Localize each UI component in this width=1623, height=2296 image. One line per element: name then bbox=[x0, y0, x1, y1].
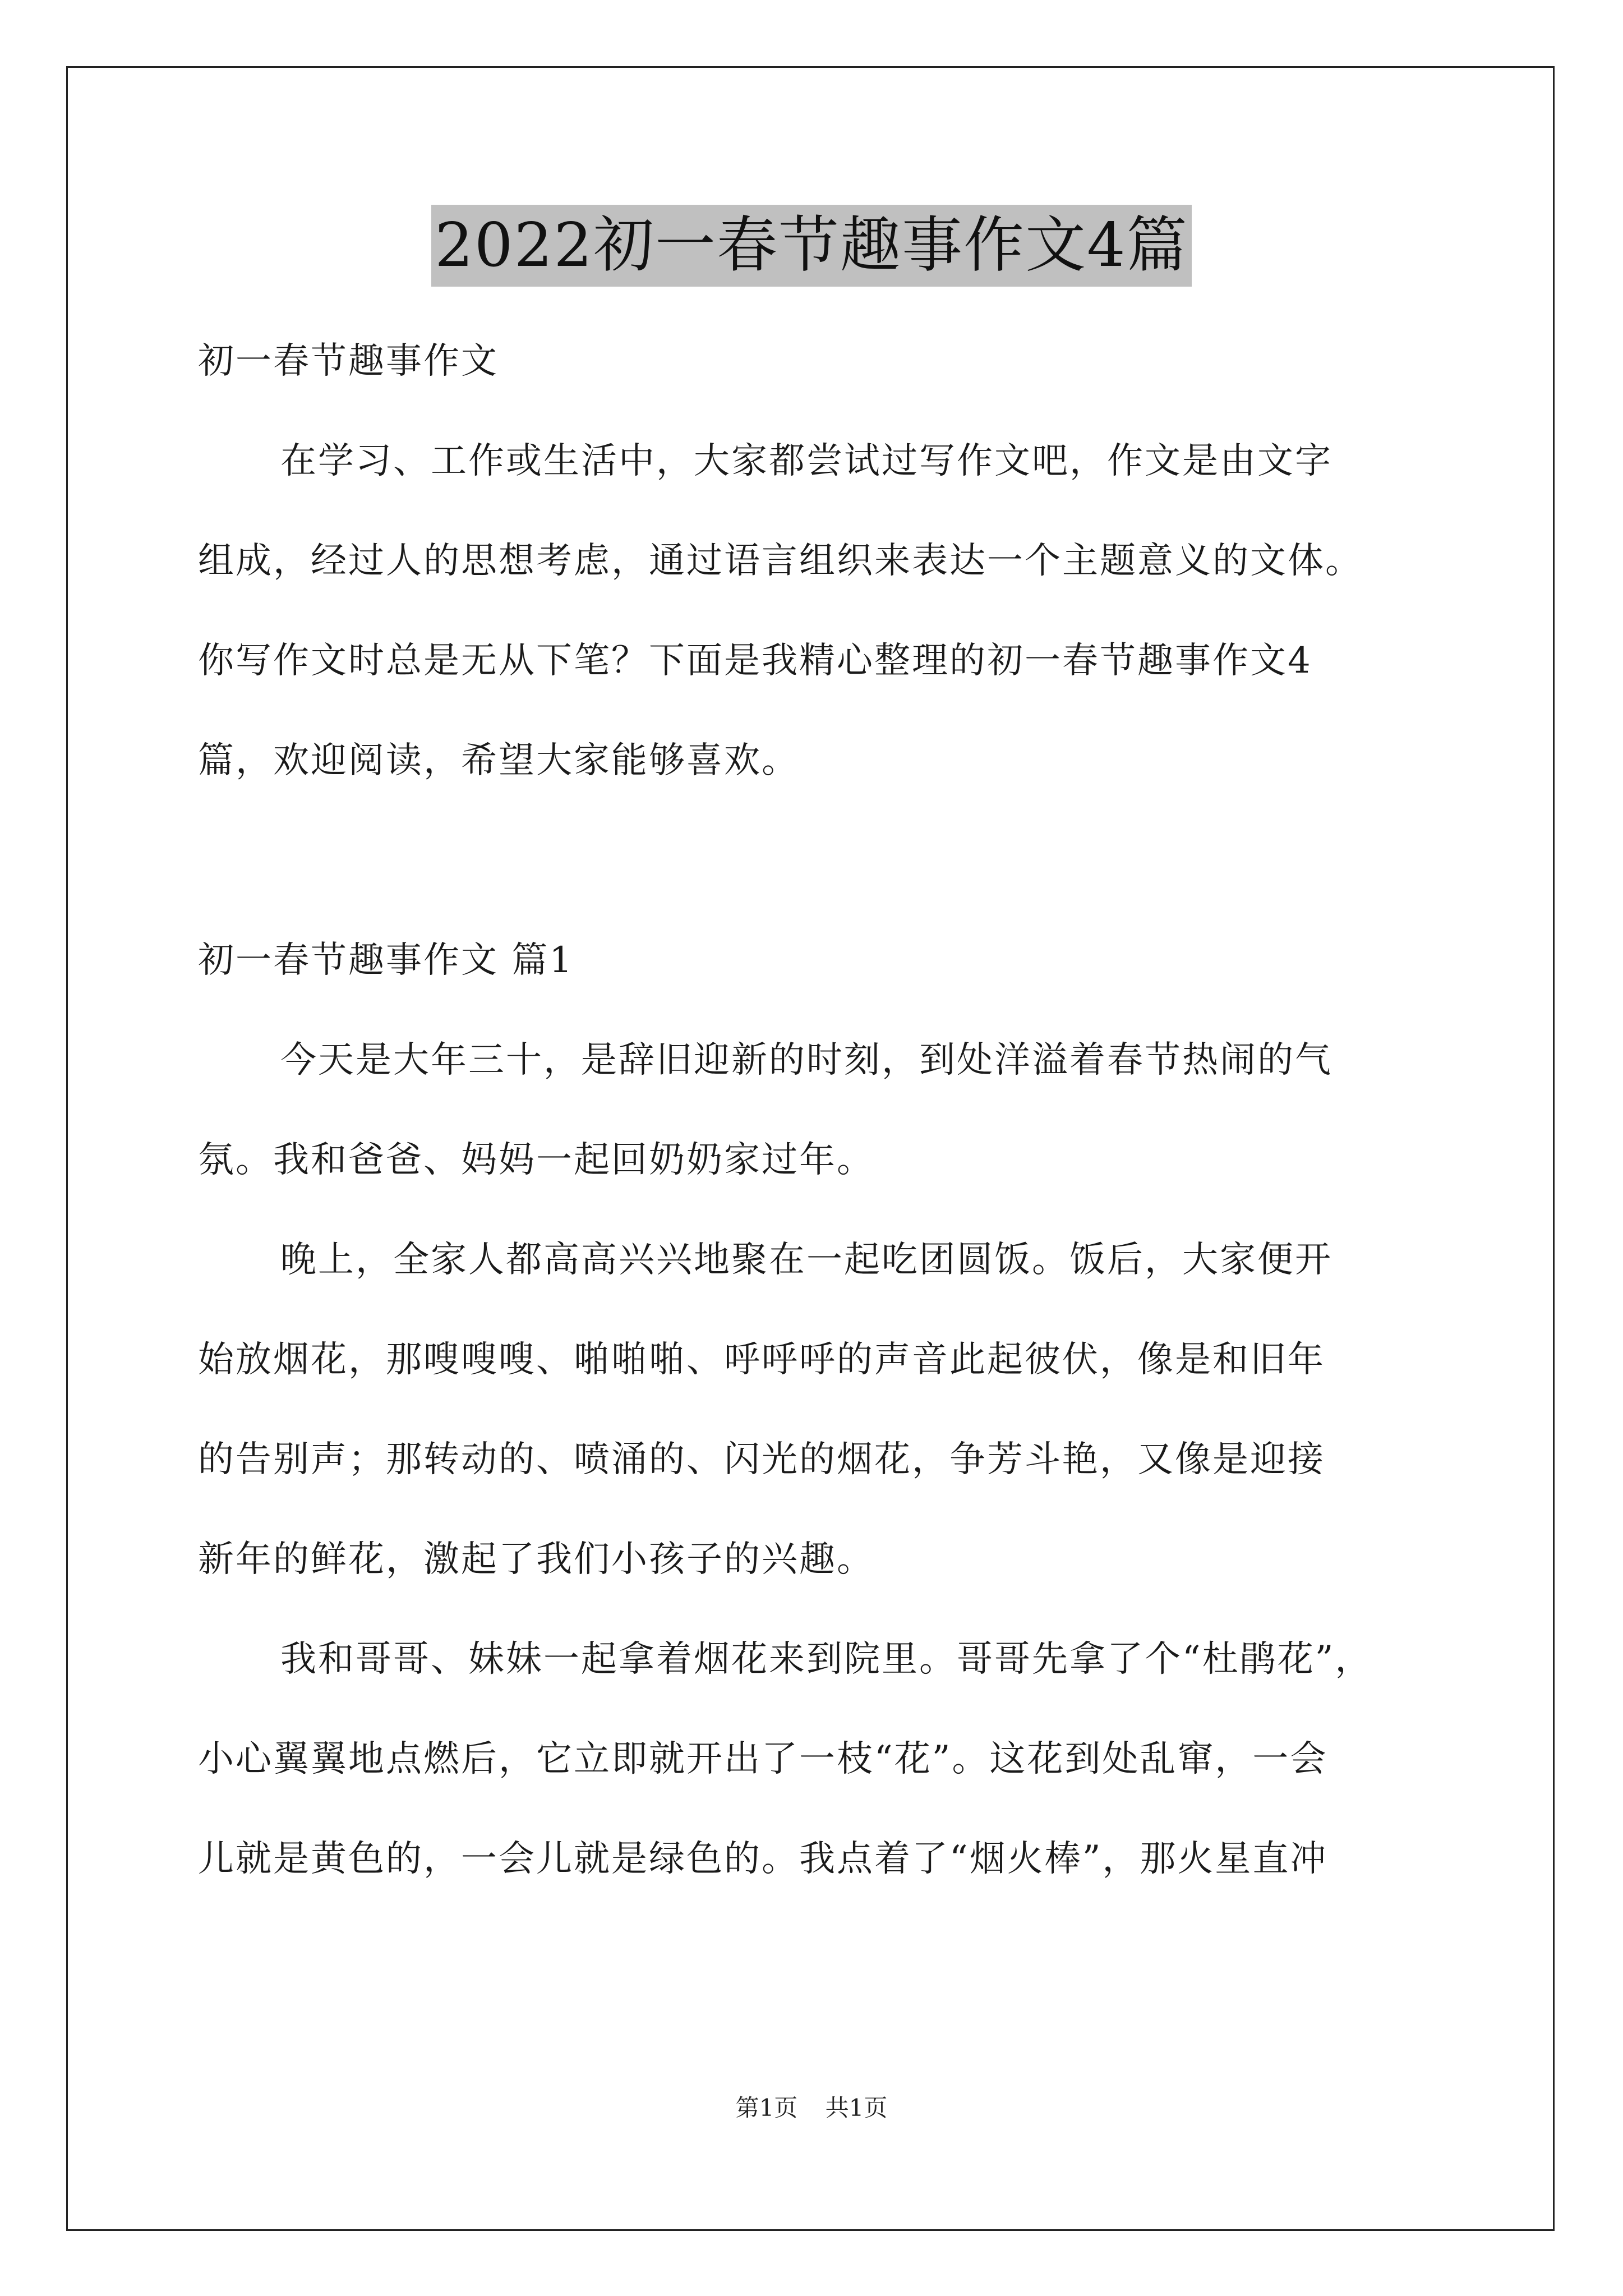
paragraph-line: 氛。我和爸爸、妈妈一起回奶奶家过年。 bbox=[198, 1139, 874, 1181]
paragraph-line: 今天是大年三十，是辞旧迎新的时刻，到处洋溢着春节热闹的气 bbox=[280, 1039, 1332, 1081]
paragraph-line: 你写作文时总是无从下笔？下面是我精心整理的初一春节趣事作文4 bbox=[198, 640, 1312, 682]
page-footer bbox=[0, 2090, 1623, 2123]
paragraph-line: 篇，欢迎阅读，希望大家能够喜欢。 bbox=[198, 740, 799, 781]
paragraph-line: 组成，经过人的思想考虑，通过语言组织来表达一个主题意义的文体。 bbox=[198, 540, 1363, 582]
section-heading: 初一春节趣事作文 篇1 bbox=[198, 940, 574, 981]
paragraph-line: 新年的鲜花，激起了我们小孩子的兴趣。 bbox=[198, 1539, 874, 1580]
paragraph-line: 小心翼翼地点燃后，它立即就开出了一枝“花”。这花到处乱窜，一会 bbox=[198, 1738, 1328, 1780]
paragraph-line: 我和哥哥、妹妹一起拿着烟花来到院里。哥哥先拿了个“杜鹃花”， bbox=[280, 1639, 1373, 1680]
paragraph-line: 在学习、工作或生活中，大家都尝试过写作文吧，作文是由文字 bbox=[280, 440, 1332, 482]
blank-line bbox=[198, 811, 1437, 910]
paragraph-line: 的告别声；那转动的、喷涌的、闪光的烟花，争芳斗艳，又像是迎接 bbox=[198, 1439, 1325, 1480]
paragraph-line: 晚上，全家人都高高兴兴地聚在一起吃团圆饭。饭后，大家便开 bbox=[280, 1239, 1332, 1281]
paragraph-line: 儿就是黄色的，一会儿就是绿色的。我点着了“烟火棒”，那火星直冲 bbox=[198, 1838, 1328, 1880]
paragraph-line: 始放烟花，那嗖嗖嗖、啪啪啪、呼呼呼的声音此起彼伏，像是和旧年 bbox=[198, 1339, 1325, 1381]
section-heading: 初一春节趣事作文 bbox=[198, 341, 499, 382]
document-body bbox=[198, 311, 1437, 1909]
page-number: 第1页 bbox=[735, 2094, 798, 2122]
title-container bbox=[0, 205, 1623, 287]
page-total: 共1页 bbox=[825, 2094, 888, 2122]
document-title: 2022初一春节趣事作文4篇 bbox=[431, 205, 1192, 287]
